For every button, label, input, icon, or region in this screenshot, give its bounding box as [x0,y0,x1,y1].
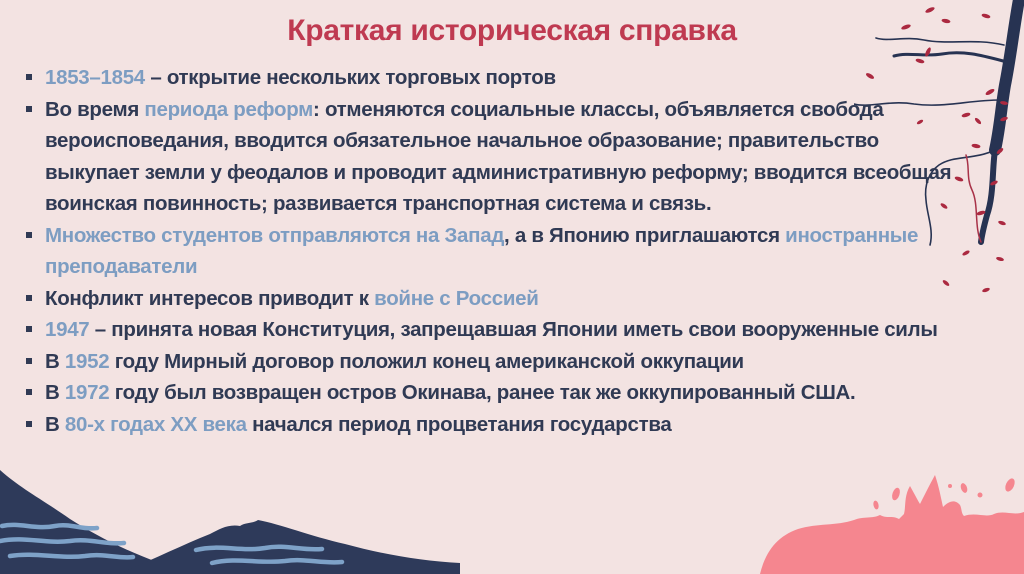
body-text: : отменяются социальные классы, объявляется свобода вероисповедания, вводится обязательное начальное образование; правительство выкупает земли у феодалов и проводит административную реформу; вводится всеобщая воинская повинность; развивается транспортная система и связь. [45,97,952,215]
paint-splash-icon [724,474,1024,574]
bullet-item [24,283,959,315]
bullet-item [24,346,959,378]
bullet-item [24,62,959,94]
body-text: Во время [45,97,145,121]
highlighted-text: иностранные преподаватели [45,223,919,278]
highlighted-text: 1952 [64,349,110,373]
body-text: В [45,412,65,436]
body-text: В [45,349,65,373]
mountains-waves-icon [0,464,460,574]
highlighted-text: 1853–1854 [45,66,145,89]
highlighted-text: 1972 [64,381,110,404]
body-text: – принята новая Конституция, запрещавшая Японии иметь свои вооруженные силы [89,318,938,341]
body-text: В [45,381,65,404]
slide-title: Краткая историческая справка [287,14,737,47]
highlighted-text: 80-х годах XX века [64,412,247,436]
body-text: – открытие нескольких торговых портов [144,66,556,89]
body-text: году был возвращен остров Окинава, ранее так же оккупированный США. [109,381,856,404]
body-text: , а в Японию приглашаются [504,223,786,247]
bullet-item [24,94,959,220]
body-text: году Мирный договор положил конец американской оккупации [109,349,744,373]
highlighted-text: 1947 [45,318,90,341]
body-text: Конфликт интересов приводит к [45,286,375,310]
bullet-list [0,62,999,440]
bullet-item [24,314,959,346]
bullet-item [24,220,959,283]
highlighted-text: периода реформ [144,97,314,121]
body-text: начался период процветания государства [246,412,672,436]
highlighted-text: Множество студентов отправляются на Запад [45,223,505,247]
highlighted-text: войне с Россией [374,286,539,310]
bullet-item [24,409,959,441]
bullet-item [24,377,959,409]
